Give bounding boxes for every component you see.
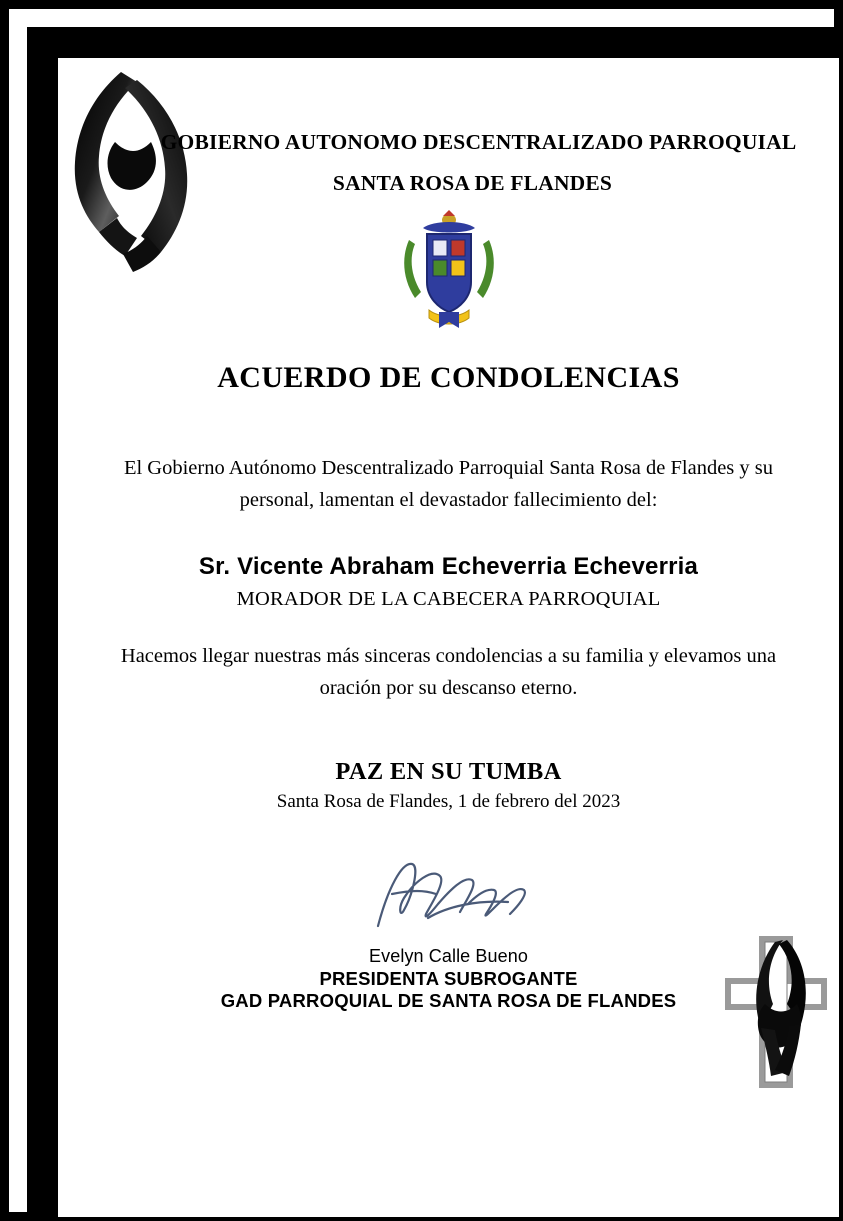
paragraph-intro: El Gobierno Autónomo Descentralizado Parroquial Santa Rosa de Flandes y su personal, lamentan el devastador fallecimiento del: (123, 457, 774, 511)
signer-name: Evelyn Calle Bueno (369, 946, 528, 966)
place-and-date: Santa Rosa de Flandes, 1 de febrero del 2023 (276, 791, 621, 812)
mourning-frame-band (27, 27, 834, 1212)
coat-of-arms-icon (383, 210, 515, 332)
mourning-frame-outer (9, 9, 834, 1212)
signer-title: PRESIDENTA SUBROGANTE (319, 968, 578, 989)
deceased-role: MORADOR DE LA CABECERA PARROQUIAL (236, 588, 661, 610)
deceased-name: Sr. Vicente Abraham Echeverria Echeverria (198, 553, 699, 580)
header-line-2: SANTA ROSA DE FLANDES (332, 171, 613, 196)
document-sheet (58, 58, 839, 1217)
signature-icon (368, 848, 543, 938)
signer-organization: GAD PARROQUIAL DE SANTA ROSA DE FLANDES (220, 990, 677, 1011)
closing-phrase: PAZ EN SU TUMBA (335, 758, 562, 785)
document-title: ACUERDO DE CONDOLENCIAS (217, 361, 680, 394)
document-header (58, 128, 839, 196)
mourning-cross (721, 932, 831, 1092)
paragraph-condolences: Hacemos llegar nuestras más sinceras condolencias a su familia y elevamos una oración por su descanso eterno. (120, 645, 777, 699)
header-line-1: GOBIERNO AUTONOMO DESCENTRALIZADO PARROQUIAL (160, 130, 797, 154)
